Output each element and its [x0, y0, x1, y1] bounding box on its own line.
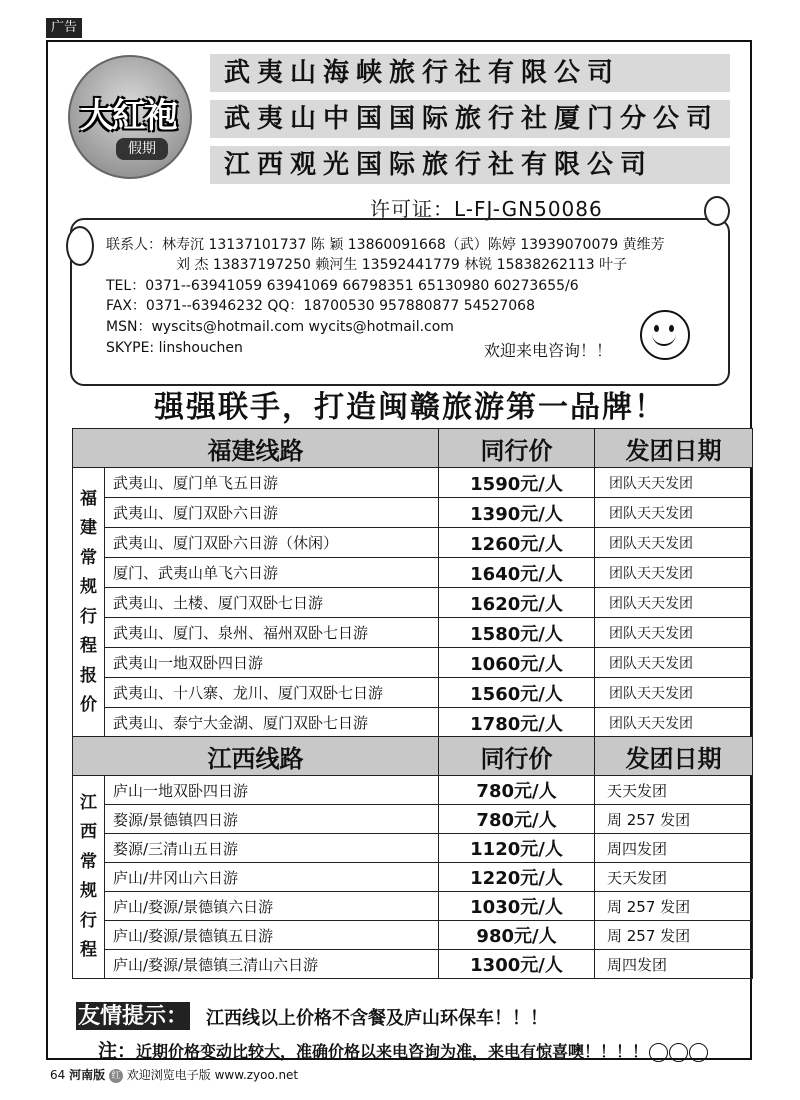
tip-label: 友情提示： [77, 1003, 188, 1029]
fujian-route-row [73, 528, 753, 558]
route-name: 婺源/三清山五日游 [105, 834, 439, 863]
route-price: 1620元/人 [439, 588, 595, 618]
note-label: 注： [98, 1040, 137, 1062]
route-price: 1220元/人 [439, 863, 595, 892]
fujian-route-row [73, 648, 753, 678]
slogan: 强强联手，打造闽赣旅游第一品牌！ [154, 390, 666, 425]
route-name: 武夷山、泰宁大金湖、厦门双卧七日游 [105, 708, 439, 738]
page-number: 64 [50, 1068, 66, 1082]
route-name: 武夷山、十八寨、龙川、厦门双卧七日游 [105, 678, 439, 708]
route-name: 武夷山、厦门单飞五日游 [105, 468, 439, 498]
route-departure: 团队天天发团 [595, 528, 753, 558]
side-label-char: 常 [80, 851, 97, 872]
fujian-header-date: 发团日期 [595, 429, 753, 468]
price-note [98, 1036, 708, 1063]
route-price: 1120元/人 [439, 834, 595, 863]
welcome-text: 欢迎来电咨询！！ [484, 341, 613, 360]
side-label-char: 行 [80, 910, 97, 931]
contact-fax-qq: FAX：0371--63946232 QQ：18700530 957880877 54527068 [106, 298, 535, 314]
fujian-side-label [73, 468, 105, 738]
route-departure: 周四发团 [595, 834, 753, 863]
route-departure: 团队天天发团 [595, 468, 753, 498]
jiangxi-routes-table [72, 736, 753, 979]
scroll-curl-right [704, 196, 730, 226]
company-name-2: 武夷山中国国际旅行社厦门分公司 [210, 100, 730, 138]
side-label-char: 程 [80, 636, 97, 656]
route-name: 庐山一地双卧四日游 [105, 776, 439, 805]
route-price: 980元/人 [439, 921, 595, 950]
company-name-1: 武夷山海峡旅行社有限公司 [210, 54, 730, 92]
side-label-char: 规 [80, 577, 97, 597]
smiley-icon-small [689, 1043, 708, 1062]
fujian-route-row [73, 468, 753, 498]
route-price: 1780元/人 [439, 708, 595, 738]
route-name: 庐山/婺源/景德镇五日游 [105, 921, 439, 950]
contact-tel: TEL：0371--63941059 63941069 66798351 65130980 60273655/6 [106, 278, 579, 294]
smiley-icon-small [669, 1043, 688, 1062]
jiangxi-side-label [73, 776, 105, 979]
side-label-char: 常 [80, 547, 97, 568]
route-name: 庐山/井冈山六日游 [105, 863, 439, 892]
company-name-3: 江西观光国际旅行社有限公司 [210, 146, 730, 184]
jiangxi-route-row [73, 892, 753, 921]
page-footer [50, 1066, 298, 1083]
route-name: 武夷山、土楼、厦门双卧七日游 [105, 588, 439, 618]
edition-label: 河南版 [69, 1068, 106, 1082]
jiangxi-route-row [73, 805, 753, 834]
fujian-routes-table [72, 428, 753, 738]
fujian-route-row [73, 498, 753, 528]
smiley-icon-small [649, 1043, 668, 1062]
route-departure: 周四发团 [595, 950, 753, 979]
contact-people-line1: 联系人：林寿沉 13137101737 陈 颖 13860091668（武）陈婷 13939070079 黄维芳 [106, 237, 665, 253]
route-departure: 团队天天发团 [595, 618, 753, 648]
route-departure: 团队天天发团 [595, 708, 753, 738]
fujian-header-row [73, 429, 753, 468]
route-price: 780元/人 [439, 776, 595, 805]
side-label-char: 江 [80, 792, 97, 813]
route-price: 1030元/人 [439, 892, 595, 921]
route-departure: 团队天天发团 [595, 558, 753, 588]
route-price: 780元/人 [439, 805, 595, 834]
route-name: 武夷山一地双卧四日游 [105, 648, 439, 678]
tip-text: 江西线以上价格不含餐及庐山环保车！！！ [206, 1008, 548, 1029]
route-name: 武夷山、厦门双卧六日游 [105, 498, 439, 528]
jiangxi-route-row [73, 950, 753, 979]
route-name: 武夷山、厦门、泉州、福州双卧七日游 [105, 618, 439, 648]
route-price: 1580元/人 [439, 618, 595, 648]
route-departure: 周 257 发团 [595, 921, 753, 950]
red-logo-icon: 红 [109, 1069, 123, 1083]
fujian-route-row [73, 618, 753, 648]
license-number: 许可证：L-FJ-GN50086 [370, 197, 603, 221]
jiangxi-route-row [73, 834, 753, 863]
jiangxi-header-price: 同行价 [439, 737, 595, 776]
jiangxi-route-row [73, 776, 753, 805]
route-price: 1390元/人 [439, 498, 595, 528]
side-label-char: 报 [80, 665, 97, 686]
side-label-char: 行 [80, 606, 97, 627]
fujian-route-row [73, 678, 753, 708]
route-name: 庐山/婺源/景德镇六日游 [105, 892, 439, 921]
route-departure: 团队天天发团 [595, 498, 753, 528]
brand-logo-subtitle: 假期 [116, 138, 168, 160]
route-departure: 团队天天发团 [595, 648, 753, 678]
jiangxi-header-date: 发团日期 [595, 737, 753, 776]
ad-tag: 广告 [46, 18, 82, 38]
brand-logo-text: 大紅袍 [80, 96, 176, 136]
route-price: 1300元/人 [439, 950, 595, 979]
jiangxi-route-row [73, 863, 753, 892]
side-label-char: 福 [80, 488, 97, 509]
route-departure: 周 257 发团 [595, 892, 753, 921]
route-price: 1560元/人 [439, 678, 595, 708]
contact-msn: MSN：wyscits@hotmail.com wycits@hotmail.com [106, 319, 454, 335]
footer-website: 欢迎浏览电子版 www.zyoo.net [126, 1068, 299, 1082]
note-text: 近期价格变动比较大，准确价格以来电咨询为准，来电有惊喜噢！！！！ [136, 1042, 649, 1061]
route-price: 1260元/人 [439, 528, 595, 558]
route-departure: 团队天天发团 [595, 678, 753, 708]
fujian-header-route: 福建线路 [73, 429, 439, 468]
side-label-char: 西 [80, 822, 97, 842]
route-departure: 天天发团 [595, 863, 753, 892]
jiangxi-route-row [73, 921, 753, 950]
jiangxi-header-row [73, 737, 753, 776]
smiley-icon [640, 310, 690, 360]
route-name: 厦门、武夷山单飞六日游 [105, 558, 439, 588]
fujian-route-row [73, 558, 753, 588]
route-name: 庐山/婺源/景德镇三清山六日游 [105, 950, 439, 979]
route-departure: 周 257 发团 [595, 805, 753, 834]
fujian-route-row [73, 708, 753, 738]
route-price: 1640元/人 [439, 558, 595, 588]
side-label-char: 建 [80, 518, 97, 538]
route-price: 1060元/人 [439, 648, 595, 678]
fujian-header-price: 同行价 [439, 429, 595, 468]
side-label-char: 价 [80, 695, 97, 715]
route-name: 武夷山、厦门双卧六日游（休闲） [105, 528, 439, 558]
route-price: 1590元/人 [439, 468, 595, 498]
fujian-route-row [73, 588, 753, 618]
route-name: 婺源/景德镇四日游 [105, 805, 439, 834]
route-departure: 天天发团 [595, 776, 753, 805]
contact-people-line2: 刘 杰 13837197250 赖河生 13592441779 林锐 15838262113 叶子 [176, 257, 628, 273]
contact-skype: SKYPE: linshouchen [106, 340, 243, 356]
scroll-curl-left [66, 226, 94, 266]
jiangxi-header-route: 江西线路 [73, 737, 439, 776]
route-departure: 团队天天发团 [595, 588, 753, 618]
side-label-char: 程 [80, 940, 97, 960]
side-label-char: 规 [80, 881, 97, 901]
